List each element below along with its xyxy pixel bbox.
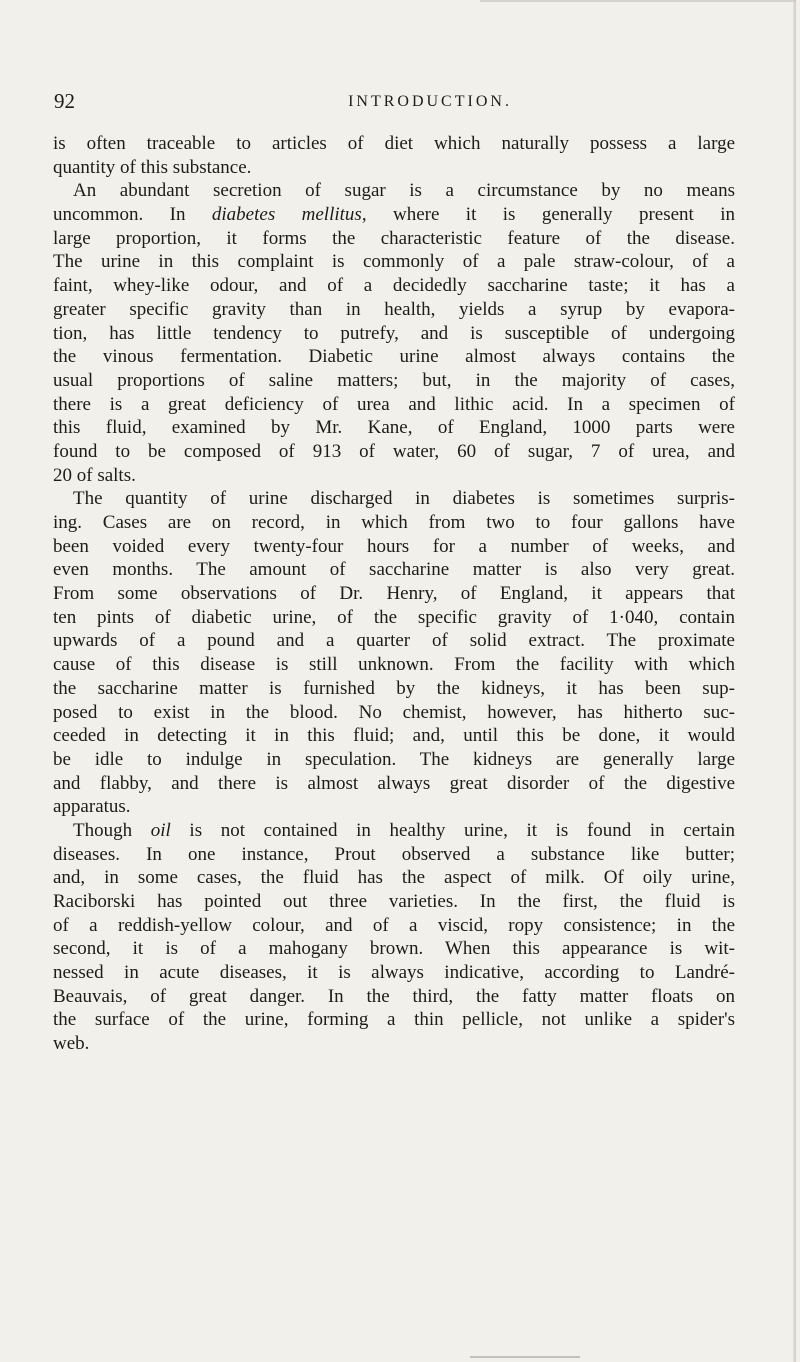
text-segment: An abundant secretion of sugar is a circumstance by no means bbox=[73, 180, 735, 202]
text-segment: faint, whey-like odour, and of a decidedly saccharine taste; it has a bbox=[53, 275, 735, 297]
text-line bbox=[53, 606, 735, 630]
text-line bbox=[53, 890, 735, 914]
text-segment: web. bbox=[53, 1033, 90, 1055]
text-line bbox=[53, 250, 735, 274]
text-segment: cause of this disease is still unknown. From the facility with which bbox=[53, 654, 735, 676]
text-line bbox=[53, 795, 735, 819]
text-segment: is not contained in healthy urine, it is found in certain bbox=[170, 819, 735, 841]
text-segment: the saccharine matter is furnished by the kidneys, it has been sup- bbox=[53, 677, 735, 699]
running-title: INTRODUCTION. bbox=[348, 93, 512, 110]
text-line bbox=[53, 819, 735, 843]
text-segment: and, in some cases, the fluid has the aspect of milk. Of oily urine, bbox=[53, 867, 735, 889]
text-line bbox=[53, 748, 735, 772]
text-segment: quantity of this substance. bbox=[53, 156, 252, 178]
text-segment: 20 of salts. bbox=[53, 464, 136, 486]
text-line bbox=[53, 203, 735, 227]
text-segment: From some observations of Dr. Henry, of England, it appears that bbox=[53, 583, 735, 605]
text-line bbox=[53, 440, 735, 464]
text-line bbox=[53, 558, 735, 582]
running-head bbox=[0, 88, 800, 114]
text-line bbox=[53, 156, 735, 180]
text-line bbox=[53, 914, 735, 938]
text-segment: ten pints of diabetic urine, of the specific gravity of 1·040, contain bbox=[53, 606, 735, 628]
text-line bbox=[53, 937, 735, 961]
text-line bbox=[53, 345, 735, 369]
text-line bbox=[53, 629, 735, 653]
text-segment: Beauvais, of great danger. In the third, the fatty matter floats on bbox=[53, 985, 735, 1007]
text-line bbox=[53, 298, 735, 322]
text-segment: the vinous fermentation. Diabetic urine almost always contains the bbox=[53, 346, 735, 368]
text-line bbox=[53, 724, 735, 748]
text-line bbox=[53, 179, 735, 203]
text-line bbox=[53, 653, 735, 677]
text-line bbox=[53, 677, 735, 701]
text-segment: apparatus. bbox=[53, 796, 131, 818]
text-segment: even months. The amount of saccharine matter is also very great. bbox=[53, 559, 735, 581]
text-segment: The quantity of urine discharged in diabetes is sometimes surpris- bbox=[73, 488, 735, 510]
text-line bbox=[53, 1032, 735, 1056]
text-line bbox=[53, 416, 735, 440]
text-segment: Raciborski has pointed out three varieties. In the first, the fluid is bbox=[53, 891, 735, 912]
text-segment: large proportion, it forms the characteristic feature of the disease. bbox=[53, 227, 735, 249]
page-bottom-mark bbox=[470, 1356, 580, 1358]
text-line bbox=[53, 772, 735, 796]
text-segment: greater specific gravity than in health, yields a syrup by evapora- bbox=[53, 298, 735, 320]
text-segment: of a reddish-yellow colour, and of a viscid, ropy consistence; in the bbox=[53, 914, 735, 936]
text-line bbox=[53, 393, 735, 417]
text-line bbox=[53, 961, 735, 985]
text-segment: , where it is generally present in bbox=[361, 204, 735, 226]
text-line bbox=[53, 843, 735, 867]
text-line bbox=[53, 1008, 735, 1032]
text-segment: The urine in this complaint is commonly of a pale straw-colour, of a bbox=[53, 251, 735, 273]
text-line bbox=[53, 985, 735, 1009]
text-segment: upwards of a pound and a quarter of solid extract. The proximate bbox=[53, 630, 735, 652]
text-line bbox=[53, 582, 735, 606]
text-line bbox=[53, 487, 735, 511]
text-segment: Though bbox=[73, 819, 151, 841]
text-line bbox=[53, 535, 735, 559]
page-edge-right bbox=[793, 0, 796, 1362]
text-segment: nessed in acute diseases, it is always indicative, according to Landré- bbox=[53, 962, 735, 984]
body-text bbox=[53, 132, 735, 1056]
text-segment: diseases. In one instance, Prout observed a substance like butter; bbox=[53, 843, 735, 865]
italic-term: diabetes mellitus bbox=[211, 204, 362, 226]
text-segment: second, it is of a mahogany brown. When this appearance is wit- bbox=[53, 938, 735, 960]
text-line bbox=[53, 511, 735, 535]
text-segment: uncommon. In bbox=[53, 204, 212, 226]
text-segment: this fluid, examined by Mr. Kane, of England, 1000 parts were bbox=[53, 417, 735, 439]
text-line bbox=[53, 274, 735, 298]
italic-term: oil bbox=[150, 819, 171, 841]
page-edge-top bbox=[480, 0, 796, 2]
text-line bbox=[53, 227, 735, 251]
text-segment: there is a great deficiency of urea and lithic acid. In a specimen of bbox=[53, 393, 735, 415]
text-line bbox=[53, 701, 735, 725]
text-segment: and flabby, and there is almost always great disorder of the digestive bbox=[53, 772, 735, 794]
page-number: 92 bbox=[54, 89, 75, 113]
text-segment: ing. Cases are on record, in which from two to four gallons have bbox=[53, 512, 735, 533]
text-line bbox=[53, 132, 735, 156]
text-line bbox=[53, 322, 735, 346]
text-segment: be idle to indulge in speculation. The kidneys are generally large bbox=[53, 748, 735, 770]
text-segment: found to be composed of 913 of water, 60 of sugar, 7 of urea, and bbox=[53, 440, 735, 462]
text-line bbox=[53, 464, 735, 488]
text-segment: posed to exist in the blood. No chemist, however, has hitherto suc- bbox=[53, 701, 735, 723]
text-segment: been voided every twenty-four hours for a number of weeks, and bbox=[53, 535, 735, 557]
text-segment: ceeded in detecting it in this fluid; and, until this be done, it would bbox=[53, 725, 735, 747]
text-segment: is often traceable to articles of diet which naturally possess a large bbox=[53, 133, 735, 154]
text-segment: tion, has little tendency to putrefy, and is susceptible of undergoing bbox=[53, 322, 735, 344]
text-segment: usual proportions of saline matters; but, in the majority of cases, bbox=[53, 369, 735, 391]
text-line bbox=[53, 866, 735, 890]
text-segment: the surface of the urine, forming a thin pellicle, not unlike a spider's bbox=[53, 1009, 735, 1031]
text-line bbox=[53, 369, 735, 393]
